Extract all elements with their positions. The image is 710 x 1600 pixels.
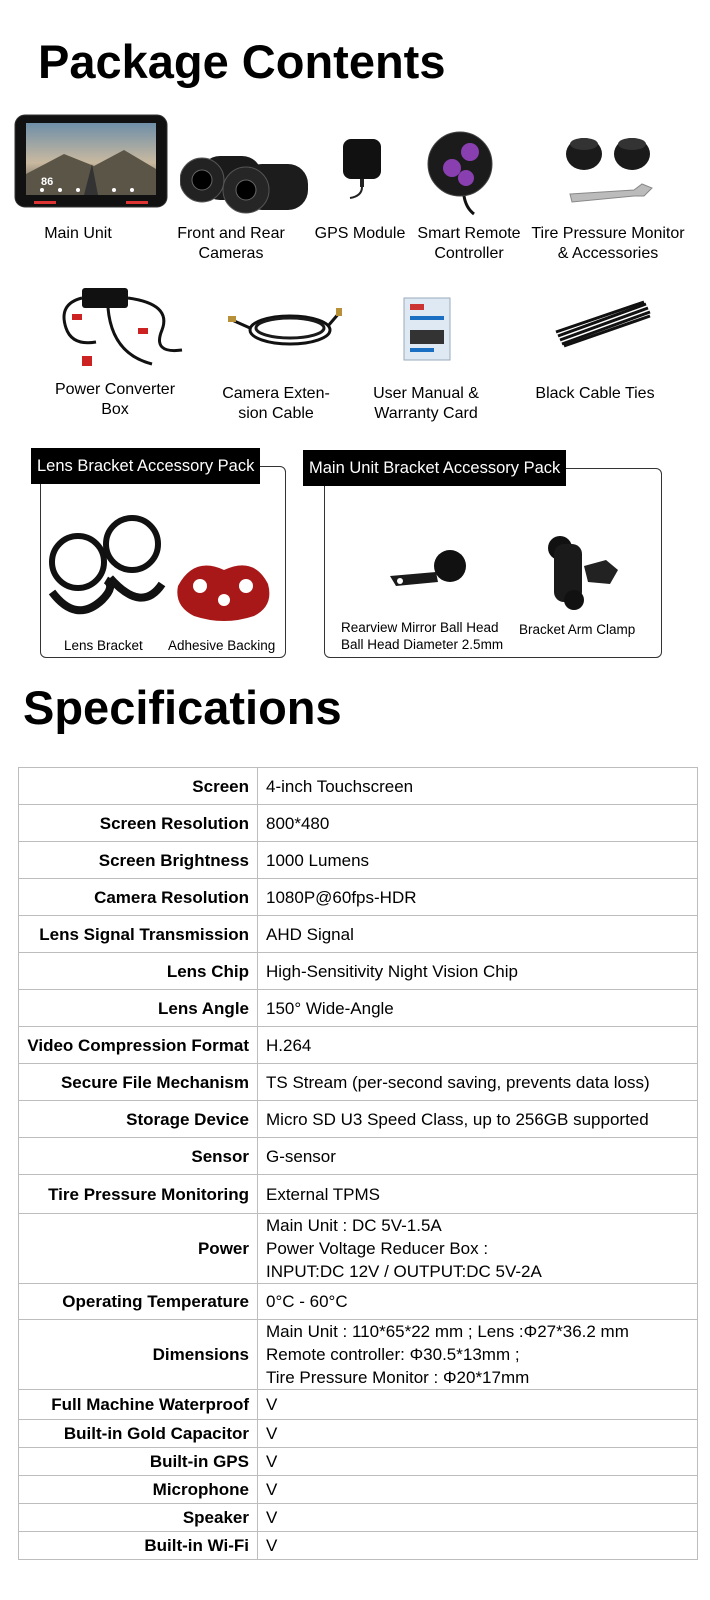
ball-head-image (386, 546, 468, 592)
gps-module-image (340, 136, 384, 200)
spec-row (19, 1027, 698, 1064)
caption-lens-bracket: Lens Bracket (64, 638, 143, 653)
spec-key: Sensor (19, 1138, 258, 1175)
cable-ties-image (554, 298, 654, 348)
spec-value: 1000 Lumens (258, 842, 698, 879)
spec-value: Main Unit : DC 5V-1.5A Power Voltage Reducer Box : INPUT:DC 12V / OUTPUT:DC 5V-2A (258, 1214, 698, 1284)
spec-value: Micro SD U3 Speed Class, up to 256GB supported (258, 1101, 698, 1138)
caption-adhesive-backing: Adhesive Backing (168, 638, 276, 653)
spec-row (19, 1420, 698, 1448)
bracket-arm-clamp-image (544, 526, 624, 612)
spec-key: Built-in GPS (19, 1448, 258, 1476)
caption-tire-pressure: Tire Pressure Monitor & Accessories (531, 225, 685, 262)
caption-main-unit: Main Unit (44, 225, 112, 242)
lens-bracket-image (46, 514, 166, 630)
spec-key: Lens Chip (19, 953, 258, 990)
spec-row (19, 1214, 698, 1284)
spec-key: Microphone (19, 1476, 258, 1504)
caption-gps-module: GPS Module (314, 225, 406, 242)
spec-row (19, 1476, 698, 1504)
spec-value: V (258, 1476, 698, 1504)
specifications-table (18, 767, 698, 1560)
spec-key: Screen (19, 768, 258, 805)
spec-row (19, 768, 698, 805)
spec-row (19, 916, 698, 953)
spec-key: Camera Resolution (19, 879, 258, 916)
spec-value: V (258, 1448, 698, 1476)
spec-row (19, 1448, 698, 1476)
spec-key: Secure File Mechanism (19, 1064, 258, 1101)
spec-row (19, 1138, 698, 1175)
spec-row (19, 805, 698, 842)
spec-key: Operating Temperature (19, 1284, 258, 1320)
spec-key: Full Machine Waterproof (19, 1390, 258, 1420)
caption-remote-controller: Smart Remote Controller (417, 225, 521, 262)
spec-key: Storage Device (19, 1101, 258, 1138)
remote-controller-image (426, 130, 496, 216)
specifications-title: Specifications (23, 681, 342, 734)
spec-value: 4-inch Touchscreen (258, 768, 698, 805)
spec-value: Main Unit : 110*65*22 mm ; Lens :Φ27*36.2 mm Remote controller: Φ30.5*13mm ; Tire Pressure Monitor : Φ20*17mm (258, 1320, 698, 1390)
caption-bracket-arm-clamp: Bracket Arm Clamp (519, 622, 636, 637)
spec-row (19, 842, 698, 879)
main-unit-image (14, 114, 168, 208)
main-unit-screen-value: 86 (41, 176, 54, 188)
spec-row (19, 990, 698, 1027)
spec-row (19, 1064, 698, 1101)
spec-key: Speaker (19, 1504, 258, 1532)
spec-row (19, 1532, 698, 1560)
spec-value: AHD Signal (258, 916, 698, 953)
spec-value: V (258, 1504, 698, 1532)
spec-key: Power (19, 1214, 258, 1284)
extension-cable-image (228, 304, 344, 350)
spec-value: 0°C - 60°C (258, 1284, 698, 1320)
main-unit-bracket-pack-title: Main Unit Bracket Accessory Pack (303, 450, 566, 486)
spec-row (19, 1320, 698, 1390)
spec-value: G-sensor (258, 1138, 698, 1175)
spec-key: Built-in Gold Capacitor (19, 1420, 258, 1448)
spec-key: Video Compression Format (19, 1027, 258, 1064)
spec-value: V (258, 1532, 698, 1560)
spec-value: High-Sensitivity Night Vision Chip (258, 953, 698, 990)
spec-key: Built-in Wi-Fi (19, 1532, 258, 1560)
caption-cable-ties: Black Cable Ties (535, 385, 655, 402)
spec-row (19, 1284, 698, 1320)
spec-value: 150° Wide-Angle (258, 990, 698, 1027)
spec-value: TS Stream (per-second saving, prevents data loss) (258, 1064, 698, 1101)
adhesive-backing-image (174, 556, 274, 626)
spec-row (19, 1504, 698, 1532)
caption-user-manual: User Manual & Warranty Card (373, 385, 479, 422)
spec-key: Dimensions (19, 1320, 258, 1390)
cameras-image (180, 150, 312, 216)
power-converter-image (52, 284, 192, 372)
spec-row (19, 879, 698, 916)
tire-pressure-image (562, 132, 658, 208)
spec-key: Tire Pressure Monitoring (19, 1175, 258, 1214)
spec-value: V (258, 1420, 698, 1448)
user-manual-image (400, 294, 456, 364)
spec-row (19, 1101, 698, 1138)
spec-value: V (258, 1390, 698, 1420)
spec-key: Lens Angle (19, 990, 258, 1027)
spec-key: Screen Brightness (19, 842, 258, 879)
caption-power-converter: Power Converter Box (54, 381, 176, 418)
caption-ball-head: Rearview Mirror Ball Head Ball Head Diameter 2.5mm (341, 620, 504, 652)
lens-bracket-pack-title: Lens Bracket Accessory Pack (31, 448, 260, 484)
spec-key: Lens Signal Transmission (19, 916, 258, 953)
spec-value: H.264 (258, 1027, 698, 1064)
spec-value: External TPMS (258, 1175, 698, 1214)
spec-row (19, 953, 698, 990)
package-title: Package Contents (38, 35, 446, 88)
spec-value: 800*480 (258, 805, 698, 842)
spec-row (19, 1175, 698, 1214)
spec-key: Screen Resolution (19, 805, 258, 842)
spec-row (19, 1390, 698, 1420)
spec-value: 1080P@60fps-HDR (258, 879, 698, 916)
caption-cameras: Front and Rear Cameras (177, 225, 285, 262)
caption-extension-cable: Camera Exten- sion Cable (222, 385, 330, 422)
